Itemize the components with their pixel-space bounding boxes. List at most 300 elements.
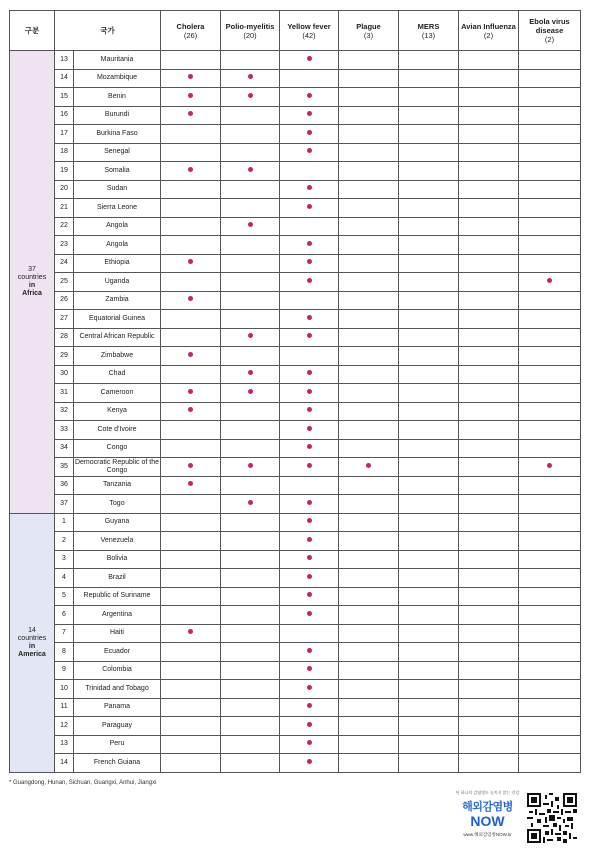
cell-yellow-fever xyxy=(280,347,339,366)
row-number: 32 xyxy=(55,402,74,421)
cell-ebola xyxy=(519,236,581,255)
cell-avian-influenza xyxy=(459,365,519,384)
cell-avian-influenza xyxy=(459,217,519,236)
table-row xyxy=(10,717,581,736)
risk-dot-icon xyxy=(307,315,312,320)
cell-mers xyxy=(399,587,459,606)
cell-polio xyxy=(221,254,280,273)
cell-polio xyxy=(221,717,280,736)
logo-now: NOW xyxy=(470,813,505,829)
logo-url: www.해외감염병NOW.kr xyxy=(463,832,512,837)
cell-cholera xyxy=(161,143,221,162)
cell-plague xyxy=(339,143,399,162)
cell-plague xyxy=(339,125,399,144)
cell-polio xyxy=(221,476,280,495)
cell-mers xyxy=(399,199,459,218)
region-label-line: 14 xyxy=(28,626,36,634)
cell-cholera xyxy=(161,236,221,255)
cell-avian-influenza xyxy=(459,291,519,310)
country-name: Central African Republic xyxy=(74,328,161,347)
cell-plague xyxy=(339,199,399,218)
risk-dot-icon xyxy=(307,389,312,394)
country-name: Tanzania xyxy=(74,476,161,495)
table-body xyxy=(10,51,581,773)
disease-header-cholera xyxy=(161,11,221,51)
cell-cholera xyxy=(161,680,221,699)
row-number: 21 xyxy=(55,199,74,218)
cell-yellow-fever xyxy=(280,606,339,625)
cell-mers xyxy=(399,735,459,754)
region-america xyxy=(10,513,55,772)
cell-plague xyxy=(339,69,399,88)
risk-dot-icon xyxy=(307,111,312,116)
cell-cholera xyxy=(161,532,221,551)
cell-yellow-fever xyxy=(280,735,339,754)
country-name: Senegal xyxy=(74,143,161,162)
cell-cholera xyxy=(161,217,221,236)
cell-ebola xyxy=(519,735,581,754)
risk-dot-icon xyxy=(307,759,312,764)
cell-yellow-fever xyxy=(280,236,339,255)
row-number: 13 xyxy=(55,51,74,70)
cell-yellow-fever xyxy=(280,310,339,329)
cell-mers xyxy=(399,236,459,255)
cell-mers xyxy=(399,402,459,421)
disease-header-mers xyxy=(399,11,459,51)
row-number: 25 xyxy=(55,273,74,292)
risk-dot-icon xyxy=(307,500,312,505)
cell-polio xyxy=(221,180,280,199)
cell-cholera xyxy=(161,698,221,717)
risk-dot-icon xyxy=(248,167,253,172)
risk-dot-icon xyxy=(188,259,193,264)
cell-plague xyxy=(339,365,399,384)
cell-mers xyxy=(399,328,459,347)
row-number: 19 xyxy=(55,162,74,181)
disease-name: Cholera xyxy=(176,21,205,31)
risk-dot-icon xyxy=(248,389,253,394)
cell-ebola xyxy=(519,365,581,384)
disease-name: Polio-myelitis xyxy=(225,21,275,31)
cell-cholera xyxy=(161,365,221,384)
country-name: Uganda xyxy=(74,273,161,292)
cell-ebola xyxy=(519,273,581,292)
cell-mers xyxy=(399,569,459,588)
table-row xyxy=(10,698,581,717)
risk-dot-icon xyxy=(307,56,312,61)
risk-dot-icon xyxy=(188,463,193,468)
cell-yellow-fever xyxy=(280,532,339,551)
country-name: Kenya xyxy=(74,402,161,421)
cell-plague xyxy=(339,661,399,680)
cell-plague xyxy=(339,273,399,292)
table-row xyxy=(10,495,581,514)
cell-yellow-fever xyxy=(280,698,339,717)
cell-yellow-fever xyxy=(280,476,339,495)
cell-mers xyxy=(399,550,459,569)
cell-avian-influenza xyxy=(459,439,519,458)
cell-mers xyxy=(399,180,459,199)
cell-yellow-fever xyxy=(280,273,339,292)
country-name: Ecuador xyxy=(74,643,161,662)
risk-dot-icon xyxy=(307,278,312,283)
cell-cholera xyxy=(161,180,221,199)
row-number: 33 xyxy=(55,421,74,440)
cell-ebola xyxy=(519,606,581,625)
cell-mers xyxy=(399,421,459,440)
cell-ebola xyxy=(519,421,581,440)
table-row xyxy=(10,88,581,107)
risk-dot-icon xyxy=(307,703,312,708)
cell-polio xyxy=(221,106,280,125)
cell-yellow-fever xyxy=(280,439,339,458)
disease-count: (42) xyxy=(302,30,316,40)
table-row xyxy=(10,199,581,218)
cell-polio xyxy=(221,273,280,292)
cell-polio xyxy=(221,402,280,421)
risk-dot-icon xyxy=(248,500,253,505)
country-name: Republic of Suriname xyxy=(74,587,161,606)
cell-avian-influenza xyxy=(459,587,519,606)
country-name: Cote d'Ivoire xyxy=(74,421,161,440)
cell-cholera xyxy=(161,199,221,218)
disease-count: (3) xyxy=(363,30,374,40)
cell-polio xyxy=(221,495,280,514)
cell-polio xyxy=(221,421,280,440)
cell-yellow-fever xyxy=(280,680,339,699)
disease-header-plague xyxy=(339,11,399,51)
row-number: 37 xyxy=(55,495,74,514)
country-name: Sudan xyxy=(74,180,161,199)
cell-mers xyxy=(399,291,459,310)
risk-dot-icon xyxy=(307,685,312,690)
region-label-line: in xyxy=(28,642,36,650)
cell-mers xyxy=(399,606,459,625)
disease-count: (26) xyxy=(183,30,198,40)
cell-plague xyxy=(339,328,399,347)
cell-ebola xyxy=(519,513,581,532)
cell-avian-influenza xyxy=(459,143,519,162)
cell-yellow-fever xyxy=(280,69,339,88)
cell-plague xyxy=(339,735,399,754)
cell-mers xyxy=(399,384,459,403)
table-row xyxy=(10,532,581,551)
cell-cholera xyxy=(161,69,221,88)
table-row xyxy=(10,587,581,606)
cell-mers xyxy=(399,439,459,458)
row-number: 30 xyxy=(55,365,74,384)
cell-polio xyxy=(221,532,280,551)
country-name: Angola xyxy=(74,236,161,255)
cell-plague xyxy=(339,624,399,643)
row-number: 7 xyxy=(55,624,74,643)
risk-dot-icon xyxy=(188,93,193,98)
cell-ebola xyxy=(519,550,581,569)
cell-yellow-fever xyxy=(280,550,339,569)
cell-polio xyxy=(221,680,280,699)
row-number: 10 xyxy=(55,680,74,699)
cell-avian-influenza xyxy=(459,476,519,495)
region-label-line: America xyxy=(18,650,46,658)
qr-code-icon xyxy=(527,793,577,843)
risk-dot-icon xyxy=(307,611,312,616)
cell-polio xyxy=(221,328,280,347)
cell-yellow-fever xyxy=(280,661,339,680)
risk-dot-icon xyxy=(366,463,371,468)
cell-plague xyxy=(339,88,399,107)
country-name: Congo xyxy=(74,439,161,458)
row-number: 17 xyxy=(55,125,74,144)
cell-polio xyxy=(221,384,280,403)
table-row xyxy=(10,513,581,532)
disease-country-table xyxy=(9,10,581,773)
country-name: Brazil xyxy=(74,569,161,588)
risk-dot-icon xyxy=(307,333,312,338)
risk-dot-icon xyxy=(188,407,193,412)
country-name: Ethiopia xyxy=(74,254,161,273)
country-name: Paraguay xyxy=(74,717,161,736)
table-row xyxy=(10,217,581,236)
table-row xyxy=(10,162,581,181)
cell-cholera xyxy=(161,254,221,273)
cell-yellow-fever xyxy=(280,384,339,403)
row-number: 29 xyxy=(55,347,74,366)
table-row xyxy=(10,143,581,162)
cell-cholera xyxy=(161,88,221,107)
cell-ebola xyxy=(519,347,581,366)
row-number: 28 xyxy=(55,328,74,347)
risk-dot-icon xyxy=(188,167,193,172)
cell-plague xyxy=(339,495,399,514)
cell-cholera xyxy=(161,606,221,625)
risk-dot-icon xyxy=(307,444,312,449)
row-number: 8 xyxy=(55,643,74,662)
risk-dot-icon xyxy=(307,204,312,209)
cell-mers xyxy=(399,69,459,88)
cell-cholera xyxy=(161,661,221,680)
cell-yellow-fever xyxy=(280,717,339,736)
cell-yellow-fever xyxy=(280,458,339,477)
cell-plague xyxy=(339,254,399,273)
row-number: 5 xyxy=(55,587,74,606)
cell-ebola xyxy=(519,143,581,162)
risk-dot-icon xyxy=(248,222,253,227)
cell-plague xyxy=(339,421,399,440)
cell-polio xyxy=(221,735,280,754)
cell-avian-influenza xyxy=(459,384,519,403)
cell-avian-influenza xyxy=(459,180,519,199)
cell-avian-influenza xyxy=(459,402,519,421)
table-row xyxy=(10,569,581,588)
country-name: Sierra Leone xyxy=(74,199,161,218)
risk-dot-icon xyxy=(307,259,312,264)
disease-name: Yellow fever xyxy=(287,21,331,31)
row-number: 34 xyxy=(55,439,74,458)
risk-dot-icon xyxy=(307,93,312,98)
cell-yellow-fever xyxy=(280,291,339,310)
cell-cholera xyxy=(161,643,221,662)
country-name: Democratic Republic of the Congo xyxy=(74,458,161,477)
risk-dot-icon xyxy=(188,74,193,79)
cell-polio xyxy=(221,587,280,606)
cell-cholera xyxy=(161,550,221,569)
table-row xyxy=(10,624,581,643)
country-name: Angola xyxy=(74,217,161,236)
footnote: * Guangdong, Hunan, Sichuan, Guangxi, Anhui, Jiangxi xyxy=(9,780,157,786)
cell-avian-influenza xyxy=(459,328,519,347)
row-number: 2 xyxy=(55,532,74,551)
cell-mers xyxy=(399,217,459,236)
country-name: Somalia xyxy=(74,162,161,181)
cell-mers xyxy=(399,162,459,181)
region-africa xyxy=(10,51,55,514)
cell-polio xyxy=(221,143,280,162)
table-row xyxy=(10,69,581,88)
cell-polio xyxy=(221,291,280,310)
cell-ebola xyxy=(519,569,581,588)
table-row xyxy=(10,643,581,662)
cell-polio xyxy=(221,69,280,88)
cell-cholera xyxy=(161,439,221,458)
cell-yellow-fever xyxy=(280,513,339,532)
cell-cholera xyxy=(161,273,221,292)
row-number: 16 xyxy=(55,106,74,125)
cell-cholera xyxy=(161,310,221,329)
risk-dot-icon xyxy=(307,537,312,542)
cell-polio xyxy=(221,624,280,643)
cell-cholera xyxy=(161,402,221,421)
cell-mers xyxy=(399,698,459,717)
logo-title: 해외감염병 xyxy=(462,801,513,813)
cell-cholera xyxy=(161,291,221,310)
cell-ebola xyxy=(519,402,581,421)
risk-dot-icon xyxy=(188,296,193,301)
cell-plague xyxy=(339,569,399,588)
country-name: Togo xyxy=(74,495,161,514)
cell-ebola xyxy=(519,310,581,329)
brand-logo xyxy=(450,790,525,848)
cell-yellow-fever xyxy=(280,365,339,384)
cell-yellow-fever xyxy=(280,180,339,199)
region-label-line: 37 xyxy=(28,265,36,273)
cell-plague xyxy=(339,643,399,662)
row-number: 12 xyxy=(55,717,74,736)
cell-yellow-fever xyxy=(280,402,339,421)
cell-cholera xyxy=(161,513,221,532)
cell-ebola xyxy=(519,624,581,643)
cell-plague xyxy=(339,106,399,125)
cell-mers xyxy=(399,754,459,773)
cell-ebola xyxy=(519,717,581,736)
cell-ebola xyxy=(519,476,581,495)
cell-avian-influenza xyxy=(459,495,519,514)
cell-plague xyxy=(339,513,399,532)
cell-yellow-fever xyxy=(280,328,339,347)
cell-polio xyxy=(221,236,280,255)
risk-dot-icon xyxy=(248,74,253,79)
header-row xyxy=(10,11,581,51)
cell-polio xyxy=(221,550,280,569)
cell-cholera xyxy=(161,624,221,643)
cell-plague xyxy=(339,550,399,569)
cell-cholera xyxy=(161,347,221,366)
row-number: 3 xyxy=(55,550,74,569)
cell-mers xyxy=(399,347,459,366)
cell-mers xyxy=(399,680,459,699)
cell-cholera xyxy=(161,125,221,144)
cell-ebola xyxy=(519,180,581,199)
cell-avian-influenza xyxy=(459,513,519,532)
cell-plague xyxy=(339,587,399,606)
cell-polio xyxy=(221,661,280,680)
country-name: Panama xyxy=(74,698,161,717)
country-name: Argentina xyxy=(74,606,161,625)
table-row xyxy=(10,125,581,144)
disease-count: (2) xyxy=(483,30,494,40)
cell-ebola xyxy=(519,69,581,88)
cell-avian-influenza xyxy=(459,735,519,754)
cell-cholera xyxy=(161,384,221,403)
row-number: 24 xyxy=(55,254,74,273)
cell-polio xyxy=(221,513,280,532)
cell-avian-influenza xyxy=(459,310,519,329)
risk-dot-icon xyxy=(307,722,312,727)
cell-mers xyxy=(399,513,459,532)
risk-dot-icon xyxy=(307,185,312,190)
cell-cholera xyxy=(161,717,221,736)
region-label-line: countries xyxy=(17,634,47,642)
cell-mers xyxy=(399,365,459,384)
cell-avian-influenza xyxy=(459,347,519,366)
cell-yellow-fever xyxy=(280,162,339,181)
row-number: 18 xyxy=(55,143,74,162)
risk-dot-icon xyxy=(307,555,312,560)
table-row xyxy=(10,236,581,255)
cell-cholera xyxy=(161,735,221,754)
disease-header-avian-influenza xyxy=(459,11,519,51)
cell-cholera xyxy=(161,754,221,773)
cell-ebola xyxy=(519,754,581,773)
country-name: Haiti xyxy=(74,624,161,643)
cell-avian-influenza xyxy=(459,125,519,144)
disease-header-polio xyxy=(221,11,280,51)
row-number: 26 xyxy=(55,291,74,310)
cell-mers xyxy=(399,624,459,643)
table-row xyxy=(10,310,581,329)
disease-name: Ebola virus disease xyxy=(529,17,570,35)
cell-cholera xyxy=(161,328,221,347)
risk-dot-icon xyxy=(307,740,312,745)
cell-avian-influenza xyxy=(459,69,519,88)
country-name: Venezuela xyxy=(74,532,161,551)
risk-dot-icon xyxy=(547,463,552,468)
table-row xyxy=(10,606,581,625)
country-name: Equatorial Guinea xyxy=(74,310,161,329)
country-name: Chad xyxy=(74,365,161,384)
country-name: French Guiana xyxy=(74,754,161,773)
cell-ebola xyxy=(519,88,581,107)
cell-plague xyxy=(339,698,399,717)
cell-ebola xyxy=(519,384,581,403)
cell-yellow-fever xyxy=(280,254,339,273)
cell-mers xyxy=(399,143,459,162)
cell-avian-influenza xyxy=(459,680,519,699)
table-row xyxy=(10,439,581,458)
table-row xyxy=(10,661,581,680)
table-row xyxy=(10,180,581,199)
cell-yellow-fever xyxy=(280,88,339,107)
cell-polio xyxy=(221,125,280,144)
